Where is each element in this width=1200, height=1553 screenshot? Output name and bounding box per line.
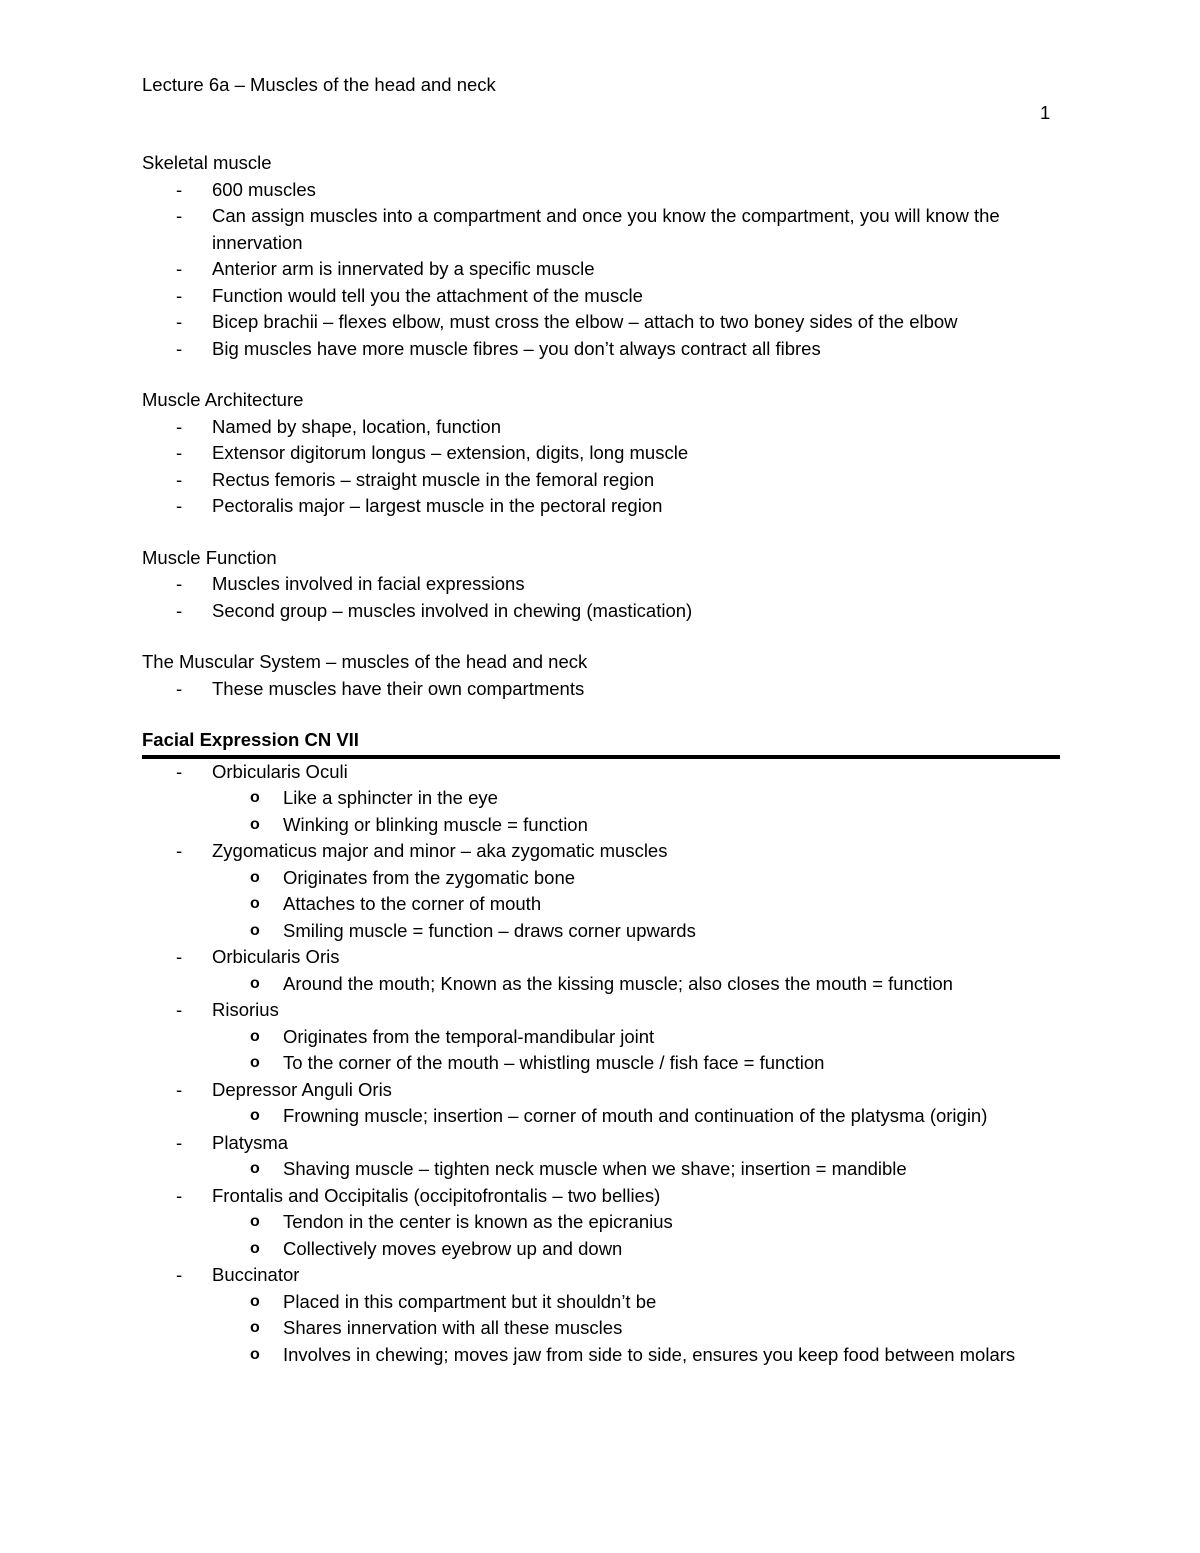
- list-item-text: Big muscles have more muscle fibres – you don’t always contract all fibres: [212, 337, 821, 359]
- sub-list-item: [142, 918, 1062, 945]
- dash-bullet: -: [176, 999, 183, 1020]
- list-item: [142, 467, 1062, 494]
- muscle-item-orbicularis-oculi: [142, 759, 1062, 786]
- list-item: [142, 598, 1062, 625]
- sub-list-item: [142, 891, 1062, 918]
- dash-bullet: -: [176, 468, 183, 490]
- muscle-name: Risorius: [212, 999, 279, 1020]
- list-item-text: Bicep brachii – flexes elbow, must cross the elbow – attach to two boney sides of the elbow: [212, 311, 958, 332]
- circle-bullet: o: [250, 1054, 260, 1071]
- dash-bullet: -: [176, 178, 183, 200]
- dash-bullet: -: [176, 258, 183, 279]
- list-item-text: Anterior arm is innervated by a specific muscle: [212, 258, 595, 279]
- dash-bullet: -: [176, 284, 183, 306]
- muscle-item-platysma: [142, 1130, 1062, 1157]
- list-item: [142, 177, 1062, 204]
- sub-list-item: [142, 1209, 1062, 1236]
- list-item-text: Extensor digitorum longus – extension, digits, long muscle: [212, 442, 689, 463]
- circle-bullet: o: [250, 1319, 260, 1336]
- circle-bullet: o: [250, 895, 260, 912]
- muscle-name: Platysma: [212, 1131, 289, 1153]
- dash-bullet: -: [176, 311, 183, 332]
- sub-list-item: [142, 1156, 1062, 1183]
- list-item: [142, 493, 1062, 520]
- muscle-name: Buccinator: [212, 1264, 300, 1285]
- list-item: [142, 676, 1062, 703]
- section-heading: Skeletal muscle: [142, 152, 272, 173]
- dash-bullet: -: [176, 1264, 183, 1285]
- section-skeletal-muscle: [142, 150, 1062, 362]
- list-item-text: Named by shape, location, function: [212, 415, 501, 437]
- facial-expression-list: [142, 759, 1062, 1369]
- list-item-text: Pectoralis major – largest muscle in the pectoral region: [212, 495, 663, 516]
- muscle-name: Orbicularis Oris: [212, 946, 340, 967]
- section-heading: Muscle Function: [142, 546, 277, 568]
- circle-bullet: o: [250, 815, 260, 833]
- list-item-text: Second group – muscles involved in chewing (mastication): [212, 599, 693, 621]
- list-item-text: Rectus femoris – straight muscle in the femoral region: [212, 468, 655, 490]
- circle-bullet: o: [250, 1345, 260, 1363]
- document-header-title: Lecture 6a – Muscles of the head and neck: [142, 74, 496, 95]
- sub-list-item: [142, 865, 1062, 892]
- bullet-list: [142, 414, 1062, 520]
- list-item: [142, 309, 1062, 336]
- list-item-text: 600 muscles: [212, 178, 316, 200]
- sub-item-text: Winking or blinking muscle = function: [283, 813, 588, 835]
- list-item-text: Muscles involved in facial expressions: [212, 573, 525, 594]
- list-item: [142, 203, 1062, 256]
- bullet-list: [142, 676, 1062, 703]
- notes-sections: [142, 150, 1062, 702]
- facial-expression-section: [142, 727, 1062, 1368]
- list-item: [142, 440, 1062, 467]
- circle-bullet: o: [250, 1292, 260, 1310]
- sub-item-text: Originates from the temporal-mandibular joint: [283, 1025, 655, 1047]
- sub-item-text: Collectively moves eyebrow up and down: [283, 1237, 623, 1259]
- section-muscle-function: [142, 545, 1062, 625]
- circle-bullet: o: [250, 1027, 260, 1045]
- circle-bullet: o: [250, 868, 260, 886]
- bullet-list: [142, 177, 1062, 363]
- bullet-list: [142, 571, 1062, 624]
- sub-list-item: [142, 1024, 1062, 1051]
- section-heading: Muscle Architecture: [142, 389, 304, 410]
- dash-bullet: -: [176, 337, 183, 359]
- muscle-name: Frontalis and Occipitalis (occipitofrontalis – two bellies): [212, 1184, 661, 1206]
- page-number: 1: [1040, 102, 1051, 123]
- muscle-name: Depressor Anguli Oris: [212, 1078, 392, 1100]
- dash-bullet: -: [176, 599, 183, 621]
- dash-bullet: -: [176, 573, 183, 594]
- circle-bullet: o: [250, 789, 260, 806]
- list-item: [142, 256, 1062, 283]
- section-muscle-architecture: [142, 387, 1062, 520]
- sub-item-text: To the corner of the mouth – whistling muscle / fish face = function: [283, 1052, 825, 1073]
- circle-bullet: o: [250, 1213, 260, 1230]
- circle-bullet: o: [250, 921, 260, 939]
- sub-item-text: Originates from the zygomatic bone: [283, 866, 576, 888]
- dash-bullet: -: [176, 677, 183, 699]
- sub-item-text: Placed in this compartment but it shouldn’t be: [283, 1290, 657, 1312]
- sub-item-text: Shaving muscle – tighten neck muscle when we shave; insertion = mandible: [283, 1158, 907, 1179]
- sub-list-item: [142, 1289, 1062, 1316]
- dash-bullet: -: [176, 415, 183, 437]
- sub-item-text: Smiling muscle = function – draws corner upwards: [283, 919, 696, 941]
- sub-item-text: Involves in chewing; moves jaw from side to side, ensures you keep food between molars: [283, 1343, 1016, 1365]
- list-item-text: These muscles have their own compartments: [212, 677, 585, 699]
- list-item-text: Can assign muscles into a compartment and once you know the compartment, you will know the innervation: [212, 205, 1000, 253]
- sub-item-text: Like a sphincter in the eye: [283, 787, 498, 808]
- circle-bullet: o: [250, 1160, 260, 1177]
- dash-bullet: -: [176, 760, 183, 782]
- sub-list-item: [142, 971, 1062, 998]
- dash-bullet: -: [176, 495, 183, 516]
- muscle-item-orbicularis-oris: [142, 944, 1062, 971]
- dash-bullet: -: [176, 840, 183, 861]
- sub-list-item: [142, 1103, 1062, 1130]
- sub-list-item: [142, 1050, 1062, 1077]
- dash-bullet: -: [176, 1131, 183, 1153]
- circle-bullet: o: [250, 1239, 260, 1257]
- sub-item-text: Around the mouth; Known as the kissing muscle; also closes the mouth = function: [283, 972, 953, 994]
- sub-list-item: [142, 1342, 1062, 1369]
- section-the-muscular-system-muscles-of-the-head-: [142, 649, 1062, 702]
- sub-list-item: [142, 812, 1062, 839]
- sub-item-text: Frowning muscle; insertion – corner of mouth and continuation of the platysma (origin): [283, 1105, 988, 1126]
- muscle-item-frontalis-and-occipitalis-occipitofronta: [142, 1183, 1062, 1210]
- muscle-item-risorius: [142, 997, 1062, 1024]
- section-heading: The Muscular System – muscles of the head and neck: [142, 651, 588, 672]
- dash-bullet: -: [176, 1184, 183, 1206]
- dash-bullet: -: [176, 442, 183, 463]
- list-item: [142, 414, 1062, 441]
- muscle-name: Zygomaticus major and minor – aka zygomatic muscles: [212, 840, 668, 861]
- muscle-item-depressor-anguli-oris: [142, 1077, 1062, 1104]
- sub-item-text: Shares innervation with all these muscles: [283, 1317, 623, 1338]
- circle-bullet: o: [250, 974, 260, 992]
- sub-list-item: [142, 785, 1062, 812]
- sub-list-item: [142, 1236, 1062, 1263]
- circle-bullet: o: [250, 1107, 260, 1124]
- document-body: [142, 150, 1062, 1393]
- list-item: [142, 283, 1062, 310]
- dash-bullet: -: [176, 1078, 183, 1100]
- sub-list-item: [142, 1315, 1062, 1342]
- dash-bullet: -: [176, 205, 183, 226]
- section-heading-facial-expression: Facial Expression CN VII: [142, 729, 359, 750]
- list-item-text: Function would tell you the attachment of the muscle: [212, 284, 643, 306]
- muscle-item-zygomaticus-major-and-minor-aka-zygomati: [142, 838, 1062, 865]
- list-item: [142, 571, 1062, 598]
- muscle-name: Orbicularis Oculi: [212, 760, 348, 782]
- sub-item-text: Tendon in the center is known as the epicranius: [283, 1211, 673, 1232]
- dash-bullet: -: [176, 946, 183, 967]
- list-item: [142, 336, 1062, 363]
- sub-item-text: Attaches to the corner of mouth: [283, 893, 542, 914]
- muscle-item-buccinator: [142, 1262, 1062, 1289]
